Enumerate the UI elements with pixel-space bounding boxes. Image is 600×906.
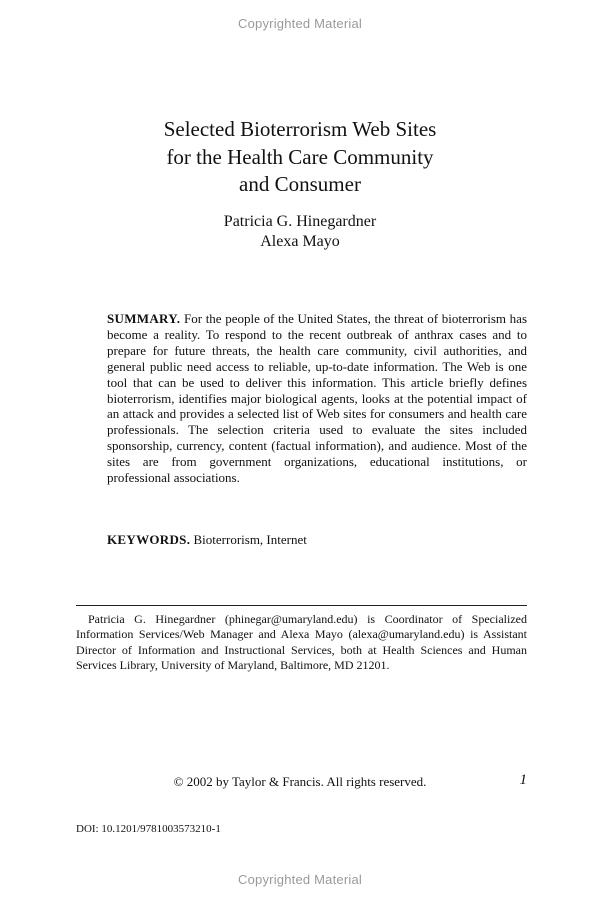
author-list bbox=[100, 212, 500, 252]
copyright-notice: © 2002 by Taylor & Francis. All rights reserved. bbox=[173, 774, 427, 789]
watermark-top: Copyrighted Material bbox=[238, 16, 362, 31]
keywords-text: Bioterrorism, Internet bbox=[193, 532, 307, 547]
author-footnote: Patricia G. Hinegardner (phinegar@umaryland.edu) is Coordinator of Specialized Information Services/Web Manager and Alexa Mayo (alexa@umaryland.edu) is Assistant Director of Information and Instructional Services, both at Health Sciences and Human Services Library, University of Maryland, Baltimore, MD 21201. bbox=[76, 612, 527, 672]
title-line-3: and Consumer bbox=[239, 172, 361, 196]
summary-label: SUMMARY. bbox=[107, 311, 181, 326]
article-title bbox=[100, 116, 500, 199]
summary-text: For the people of the United States, the threat of bioterrorism has become a reality. To respond to the recent outbreak of anthrax cases and to prepare for future threats, the health care community, civil authorities, and general public need access to reliable, up-to-date information. The Web is one tool that can be used to deliver this information. This article briefly defines bioterrorism, identifies major biological agents, looks at the potential impact of an attack and provides a selected list of Web sites for consumers and health care professionals. The selection criteria used to evaluate the sites included sponsorship, currency, content (factual information), and audience. Most of the sites are from government organizations, educational institutions, or professional associations. bbox=[107, 311, 528, 486]
keywords-label: KEYWORDS. bbox=[107, 532, 191, 547]
footnote-divider bbox=[76, 605, 527, 606]
doi-text: DOI: 10.1201/9781003573210-1 bbox=[76, 823, 221, 835]
keywords-line bbox=[107, 532, 527, 548]
watermark-bottom: Copyrighted Material bbox=[238, 872, 362, 887]
author-2: Alexa Mayo bbox=[260, 233, 340, 250]
page-number: 1 bbox=[519, 772, 527, 788]
summary-paragraph bbox=[107, 311, 527, 486]
title-line-2: for the Health Care Community bbox=[166, 144, 434, 169]
author-1: Patricia G. Hinegardner bbox=[223, 213, 377, 230]
title-line-1: Selected Bioterrorism Web Sites bbox=[163, 117, 437, 141]
